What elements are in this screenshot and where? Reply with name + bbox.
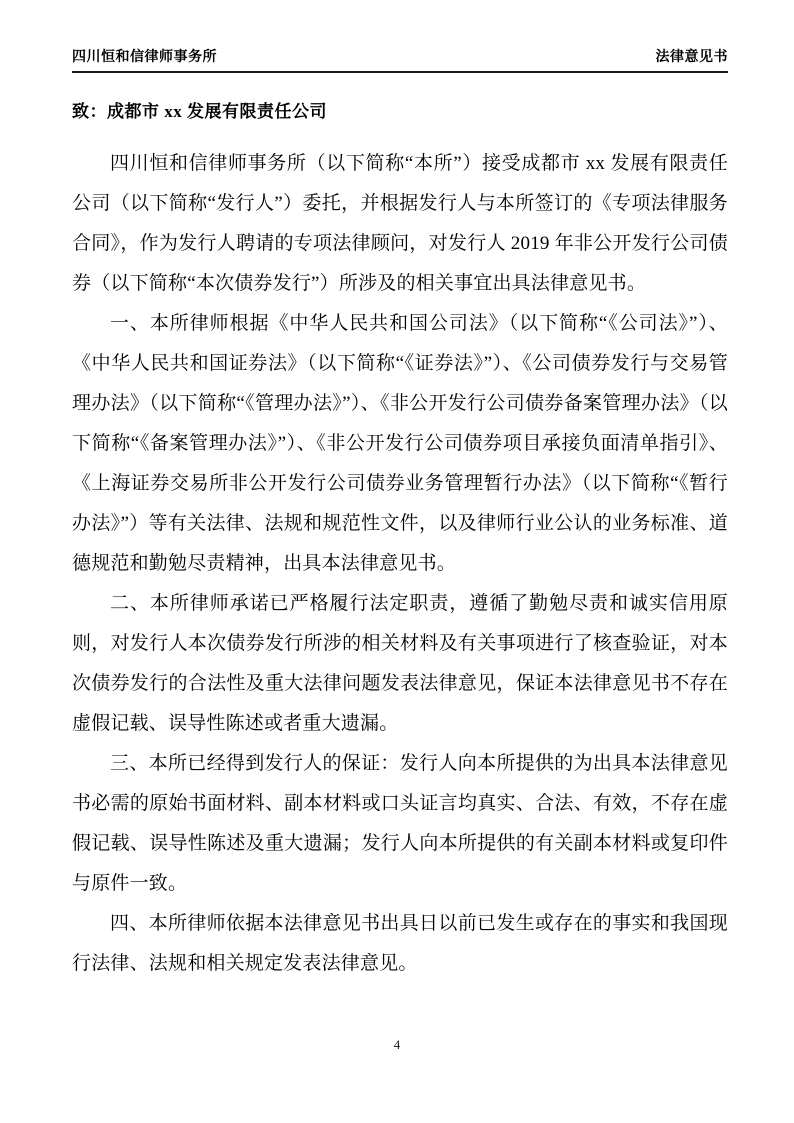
page-number: 4 [393,1037,401,1052]
paragraph-item-4: 四、本所律师依据本法律意见书出具日以前已发生或存在的事实和我国现行法律、法规和相关规定发表法律意见。 [72,913,728,974]
addressee-title: 致：成都市 xx 发展有限责任公司 [72,102,327,121]
document-body [72,100,728,984]
page-footer [0,1037,794,1053]
paragraph-intro: 四川恒和信律师事务所（以下简称“本所”）接受成都市 xx 发展有限责任公司（以下简称“发行人”）委托，并根据发行人与本所签订的《专项法律服务合同》，作为发行人聘请的专项法律顾问，对发行人 2019 年非公开发行公司债券（以下简称“本次债券发行”）所涉及的相关事宜出具法律意见书。 [72,153,728,294]
header-firm-name: 四川恒和信律师事务所 [72,50,217,65]
header-doc-type: 法律意见书 [655,50,728,65]
paragraph-item-3: 三、本所已经得到发行人的保证：发行人向本所提供的为出具本法律意见书必需的原始书面材料、副本材料或口头证言均真实、合法、有效，不存在虚假记载、误导性陈述及重大遗漏；发行人向本所提供的有关副本材料或复印件与原件一致。 [72,753,728,894]
paragraph-item-1: 一、本所律师根据《中华人民共和国公司法》（以下简称“《公司法》”）、《中华人民共和国证券法》（以下简称“《证券法》”）、《公司债券发行与交易管理办法》（以下简称“《管理办法》”）、《非公开发行公司债券备案管理办法》（以下简称“《备案管理办法》”）、《非公开发行公司债券项目承接负面清单指引》、《上海证券交易所非公开发行公司债券业务管理暂行办法》（以下简称“《暂行办法》”）等有关法律、法规和规范性文件，以及律师行业公认的业务标准、道德规范和勤勉尽责精神，出具本法律意见书。 [72,313,728,574]
page-header [72,46,728,73]
paragraph-item-2: 二、本所律师承诺已严格履行法定职责，遵循了勤勉尽责和诚实信用原则，对发行人本次债券发行所涉的相关材料及有关事项进行了核查验证，对本次债券发行的合法性及重大法律问题发表法律意见，保证本法律意见书不存在虚假记载、误导性陈述或者重大遗漏。 [72,593,728,734]
